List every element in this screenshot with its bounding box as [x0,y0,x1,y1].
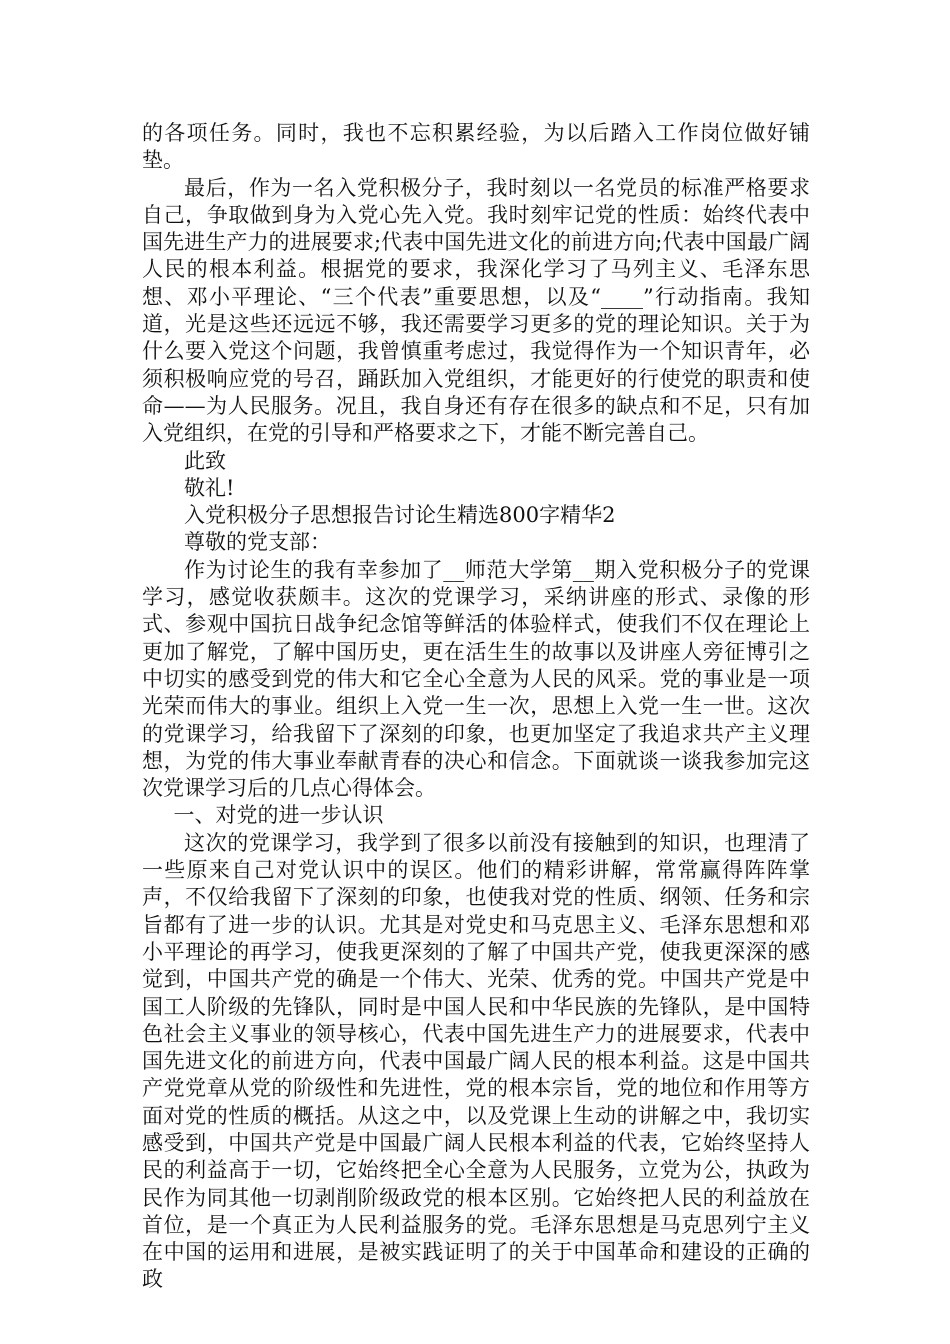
greeting: 尊敬的党支部： [184,530,331,555]
paragraph: 作为讨论生的我有幸参加了__师范大学第__期入党积极分子的党课学习，感觉收获颇丰。这次的党课学习，采纳讲座的形式、录像的形式、参观中国抗日战争纪念馆等鲜活的体验样式，使我们不仅在理论上更加了解党，了解中国历史，更在活生生的故事以及讲座人旁征博引之中切实的感受到党的伟大和它全心全意为人民的风采。党的事业是一项光荣而伟大的事业。组织上入党一生一次，思想上入党一生一世。这次的党课学习，给我留下了深刻的印象，也更加坚定了我追求共产主义理想，为党的伟大事业奉献青春的决心和信念。下面就谈一谈我参加完这次党课学习后的几点心得体会。 [142,557,810,801]
paragraph: 这次的党课学习，我学到了很多以前没有接触到的知识，也理清了一些原来自己对党认识中的误区。他们的精彩讲解，常常赢得阵阵掌声，不仅给我留下了深刻的印象，也使我对党的性质、纲领、任务和宗旨都有了进一步的认识。尤其是对党史和马克思主义、毛泽东思想和邓小平理论的再学习，使我更深刻的了解了中国共产党，使我更深深的感觉到，中国共产党的确是一个伟大、光荣、优秀的党。中国共产党是中国工人阶级的先锋队，同时是中国人民和中华民族的先锋队，是中国特色社会主义事业的领导核心，代表中国先进生产力的进展要求，代表中国先进文化的前进方向，代表中国最广阔人民的根本利益。这是中国共产党党章从党的阶级性和先进性，党的根本宗旨，党的地位和作用等方面对党的性质的概括。从这之中，以及党课上生动的讲解之中，我切实感受到，中国共产党是中国最广阔人民根本利益的代表，它始终坚持人民的利益高于一切，它始终把全心全意为人民服务，立党为公，执政为民作为同其他一切剥削阶级政党的根本区别。它始终把人民的利益放在首位，是一个真正为人民利益服务的党。毛泽东思想是马克思列宁主义在中国的运用和进展，是被实践证明了的关于中国革命和建设的正确的政 [142,830,810,1292]
paragraph: 最后，作为一名入党积极分子，我时刻以一名党员的标准严格要求自己，争取做到身为入党心先入党。我时刻牢记党的性质：始终代表中国先进生产力的进展要求;代表中国先进文化的前进方向;代表中国最广阔人民的根本利益。根据党的要求，我深化学习了马列主义、毛泽东思想、邓小平理论、“三个代表”重要思想，以及“____”行动指南。我知道，光是这些还远远不够，我还需要学习更多的党的理论知识。关于为什么要入党这个问题，我曾慎重考虑过，我觉得作为一个知识青年，必须积极响应党的号召，踊跃加入党组织，才能更好的行使党的职责和使命——为人民服务。况且，我自身还有存在很多的缺点和不足，只有加入党组织，在党的引导和严格要求之下，才能不断完善自己。 [142,175,810,446]
section-title: 入党积极分子思想报告讨论生精选800字精华2 [184,503,616,528]
subheading: 一、对党的进一步认识 [173,803,384,828]
document-body [142,120,810,1294]
closing-regards: 敬礼! [184,475,235,500]
paragraph: 的各项任务。同时，我也不忘积累经验，为以后踏入工作岗位做好铺垫。 [142,121,810,173]
closing-salutation: 此致 [184,448,226,473]
